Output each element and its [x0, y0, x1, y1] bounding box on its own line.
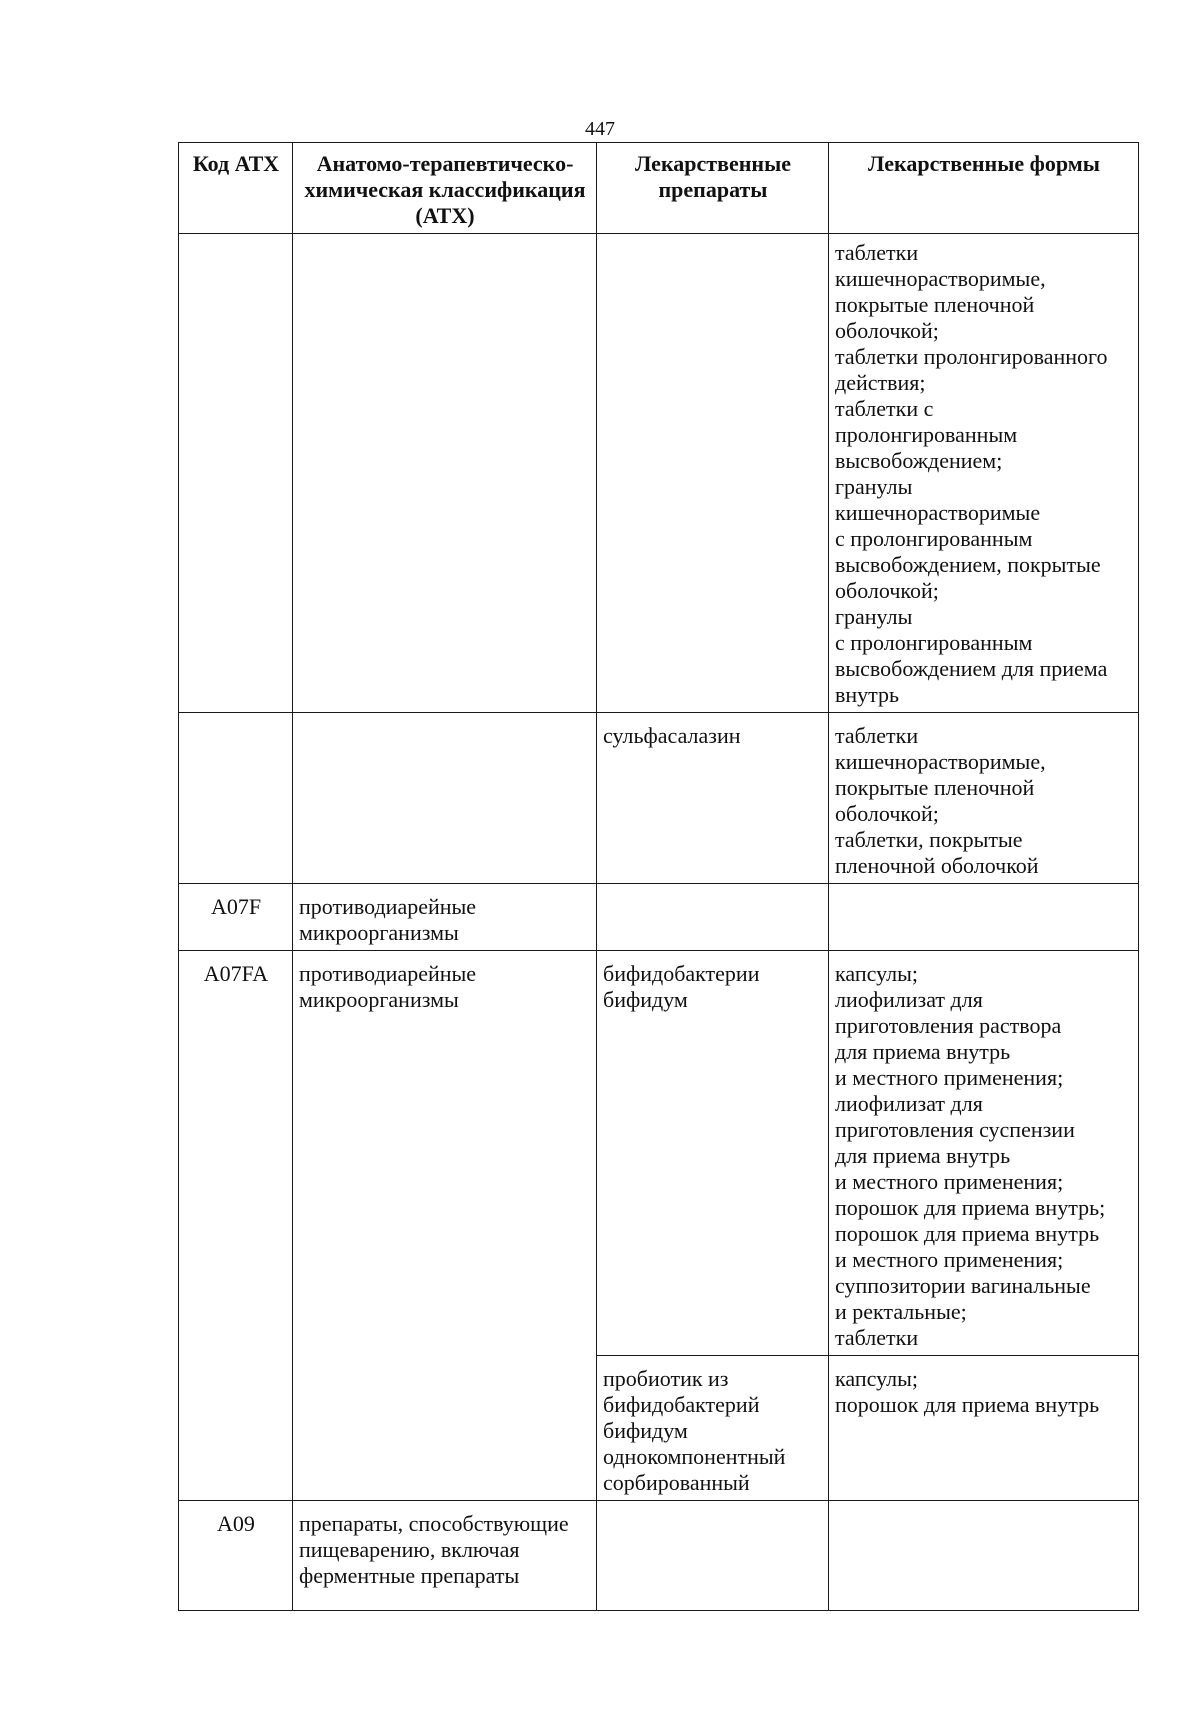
cell-forms: [829, 884, 1139, 951]
cell-forms: [829, 1356, 1139, 1501]
cell-drug: [597, 1501, 829, 1611]
cell-code: A07F: [179, 884, 293, 951]
cell-classification: противодиарейные микроорганизмы: [293, 884, 597, 951]
cell-drug: бифидобактерии бифидум: [597, 951, 829, 1356]
cell-classification: [293, 713, 597, 884]
cell-forms: [829, 1501, 1139, 1611]
forms-text: таблетки кишечнорастворимые, покрытые пленочной оболочкой; таблетки пролонгированного действия; таблетки с пролонгированным высвобождением; гранулы кишечнорастворимые с пролонгированным высвобождением, покрытые оболочкой; гранулы с пролонгированным высвобождением для приема внутрь: [835, 240, 1108, 707]
forms-text: капсулы; лиофилизат для приготовления раствора для приема внутрь и местного применения; лиофилизат для приготовления суспензии для приема внутрь и местного применения; порошок для приема внутрь; порошок для приема внутрь и местного применения; суппозитории вагинальные и ректальные; таблетки: [835, 961, 1106, 1350]
forms-text: таблетки кишечнорастворимые, покрытые пленочной оболочкой; таблетки, покрытые пленочной оболочкой: [835, 723, 1046, 878]
cell-drug: [597, 884, 829, 951]
cell-code: [179, 713, 293, 884]
table-row: [179, 713, 1139, 884]
forms-text: капсулы; порошок для приема внутрь: [835, 1366, 1100, 1417]
header-forms: Лекарственные формы: [829, 143, 1139, 234]
cell-classification: противодиарейные микроорганизмы: [293, 951, 597, 1501]
header-code: Код АТХ: [179, 143, 293, 234]
cell-classification: препараты, способствующие пищеварению, включая ферментные препараты: [293, 1501, 597, 1611]
atc-table: [178, 142, 1139, 1611]
cell-code: A09: [179, 1501, 293, 1611]
cell-code: [179, 234, 293, 713]
table-row: [179, 884, 1139, 951]
cell-drug: [597, 234, 829, 713]
table-row: [179, 234, 1139, 713]
cell-code: A07FA: [179, 951, 293, 1501]
cell-forms: [829, 713, 1139, 884]
cell-drug: сульфасалазин: [597, 713, 829, 884]
cell-drug: пробиотик из бифидобактерий бифидум однокомпонентный сорбированный: [597, 1356, 829, 1501]
page-number: 447: [585, 118, 615, 140]
table-header-row: [179, 143, 1139, 234]
header-classification: Анатомо-терапевтическо-химическая классификация (АТХ): [293, 143, 597, 234]
cell-classification: [293, 234, 597, 713]
cell-forms: [829, 951, 1139, 1356]
table-row: [179, 951, 1139, 1356]
table-row: [179, 1501, 1139, 1611]
cell-forms: [829, 234, 1139, 713]
header-drugs: Лекарственные препараты: [597, 143, 829, 234]
